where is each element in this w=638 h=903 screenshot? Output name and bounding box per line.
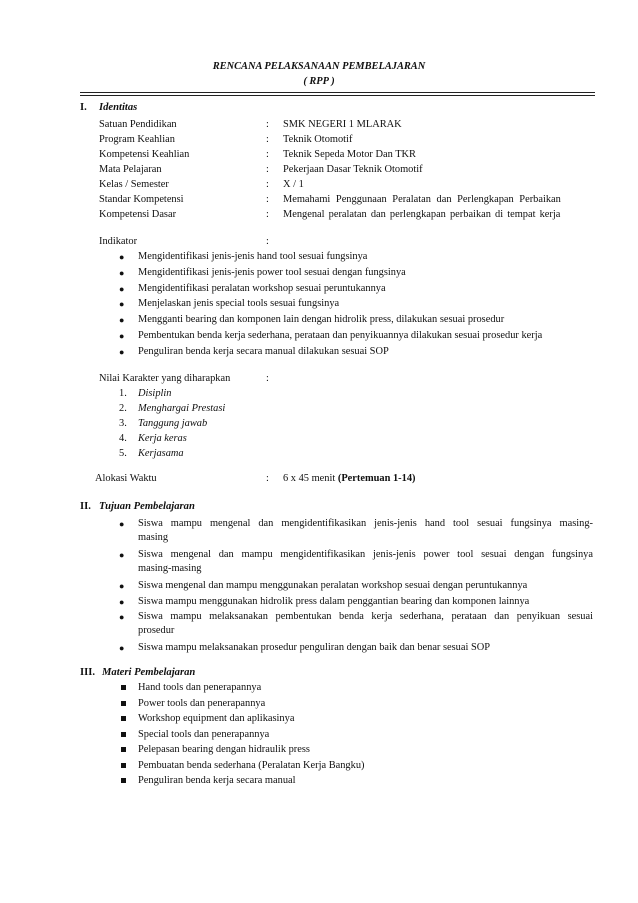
list-item: Siswa mampu menggunakan hidrolik press dalam penggantian bearing dan komponen lainnya: [138, 596, 530, 607]
square-bullet-icon: [121, 685, 126, 690]
identitas-label: Kompetensi Keahlian: [99, 149, 190, 160]
karakter-colon: :: [266, 373, 269, 384]
indikator-colon: :: [266, 236, 269, 247]
square-bullet-icon: [121, 747, 126, 752]
list-item: Mengidentifikasi peralatan workshop sesuai peruntukannya: [138, 283, 386, 294]
section-title-materi: Materi Pembelajaran: [102, 667, 196, 678]
identitas-colon: :: [266, 164, 269, 175]
list-item: Mengidentifikasi jenis-jenis power tool sesuai dengan fungsinya: [138, 267, 406, 278]
document-title: RENCANA PELAKSANAAN PEMBELAJARAN: [212, 61, 426, 72]
list-item-continuation: prosedur: [138, 625, 175, 636]
list-item: Siswa mampu mengenal dan mengidentifikasikan jenis-jenis hand tool sesuai fungsinya masing-: [138, 518, 593, 529]
bullet-dot-icon: ●: [119, 252, 125, 262]
square-bullet-icon: [121, 716, 126, 721]
section-title-identitas: Identitas: [99, 102, 138, 113]
header-rule-top: [80, 92, 595, 93]
list-item: Siswa mengenal dan mampu menggunakan peralatan workshop sesuai dengan peruntukannya: [138, 580, 528, 591]
list-number: 5.: [119, 448, 127, 459]
identitas-colon: :: [266, 194, 269, 205]
bullet-dot-icon: ●: [119, 331, 125, 341]
identitas-label: Mata Pelajaran: [99, 164, 162, 175]
section-number-tujuan: II.: [80, 501, 91, 512]
list-item: Disiplin: [138, 388, 172, 399]
identitas-colon: :: [266, 179, 269, 190]
list-item: Siswa mampu melaksanakan pembentukan benda kerja sederhana, perataan dan penyikuan sesuai: [138, 611, 593, 622]
square-bullet-icon: [121, 732, 126, 737]
karakter-label: Nilai Karakter yang diharapkan: [99, 373, 231, 384]
list-item-continuation: masing-masing: [138, 563, 202, 574]
identitas-label: Program Keahlian: [99, 134, 175, 145]
list-item: Siswa mampu melaksanakan prosedur penguliran dengan baik dan benar sesuai SOP: [138, 642, 491, 653]
list-item: Kerja keras: [138, 433, 187, 444]
identitas-colon: :: [266, 134, 269, 145]
list-item: Mengidentifikasi jenis-jenis hand tool sesuai fungsinya: [138, 251, 368, 262]
document-subtitle: ( RPP ): [303, 76, 335, 87]
identitas-value: Pekerjaan Dasar Teknik Otomotif: [283, 164, 423, 175]
alokasi-value: [283, 472, 415, 486]
list-item: Kerjasama: [138, 448, 184, 459]
bullet-dot-icon: ●: [119, 597, 125, 607]
list-number: 3.: [119, 418, 127, 429]
bullet-dot-icon: ●: [119, 643, 125, 653]
identitas-colon: :: [266, 149, 269, 160]
identitas-colon: :: [266, 209, 269, 220]
bullet-dot-icon: ●: [119, 299, 125, 309]
section-number-identitas: I.: [80, 102, 87, 113]
bullet-dot-icon: ●: [119, 315, 125, 325]
square-bullet-icon: [121, 701, 126, 706]
alokasi-label: Alokasi Waktu: [95, 473, 157, 484]
list-item: Mengganti bearing dan komponen lain dengan hidrolik press, dilakukan sesuai prosedur: [138, 314, 505, 325]
bullet-dot-icon: ●: [119, 519, 125, 529]
bullet-dot-icon: ●: [119, 581, 125, 591]
list-item: Hand tools dan penerapannya: [138, 682, 262, 693]
list-item: Menghargai Prestasi: [138, 403, 226, 414]
bullet-dot-icon: ●: [119, 347, 125, 357]
list-number: 4.: [119, 433, 127, 444]
bullet-dot-icon: ●: [119, 550, 125, 560]
identitas-value: Teknik Sepeda Motor Dan TKR: [283, 149, 416, 160]
list-item: Special tools dan penerapannya: [138, 729, 270, 740]
list-item: Workshop equipment dan aplikasinya: [138, 713, 295, 724]
list-item: Pembentukan benda kerja sederhana, perataan dan penyikuannya dilakukan sesuai prosedur kerja: [138, 330, 543, 341]
list-number: 2.: [119, 403, 127, 414]
list-item: Penguliran benda kerja secara manual: [138, 775, 296, 786]
identitas-label: Kelas / Semester: [99, 179, 169, 190]
square-bullet-icon: [121, 763, 126, 768]
list-item-continuation: masing: [138, 532, 169, 543]
list-item: Power tools dan penerapannya: [138, 698, 266, 709]
identitas-colon: :: [266, 119, 269, 130]
list-item: Siswa mengenal dan mampu mengidentifikasikan jenis-jenis power tool sesuai dengan fungsinya: [138, 549, 593, 560]
identitas-value: Mengenal peralatan dan perlengkapan perbaikan di tempat kerja: [283, 209, 561, 220]
bullet-dot-icon: ●: [119, 612, 125, 622]
section-title-tujuan: Tujuan Pembelajaran: [99, 501, 195, 512]
list-item: Tanggung jawab: [138, 418, 208, 429]
alokasi-pertemuan: (Pertemuan 1-14): [337, 473, 416, 484]
list-item: Pelepasan bearing dengan hidraulik press: [138, 744, 310, 755]
bullet-dot-icon: ●: [119, 268, 125, 278]
list-item: Penguliran benda kerja secara manual dilakukan sesuai SOP: [138, 346, 389, 357]
identitas-label: Standar Kompetensi: [99, 194, 184, 205]
identitas-value: SMK NEGERI 1 MLARAK: [283, 119, 402, 130]
alokasi-colon: :: [266, 473, 269, 484]
bullet-dot-icon: ●: [119, 284, 125, 294]
identitas-value: X / 1: [283, 179, 304, 190]
alokasi-duration: 6 x 45 menit: [283, 473, 336, 484]
identitas-value: Memahami Penggunaan Peralatan dan Perlengkapan Perbaikan: [283, 194, 561, 205]
identitas-label: Kompetensi Dasar: [99, 209, 177, 220]
list-item: Pembuatan benda sederhana (Peralatan Kerja Bangku): [138, 760, 365, 771]
identitas-value: Teknik Otomotif: [283, 134, 353, 145]
header-rule-bottom: [80, 95, 595, 96]
list-item: Menjelaskan jenis special tools sesuai fungsinya: [138, 298, 340, 309]
identitas-label: Satuan Pendidikan: [99, 119, 177, 130]
list-number: 1.: [119, 388, 127, 399]
square-bullet-icon: [121, 778, 126, 783]
indikator-label: Indikator: [99, 236, 138, 247]
section-number-materi: III.: [80, 667, 96, 678]
